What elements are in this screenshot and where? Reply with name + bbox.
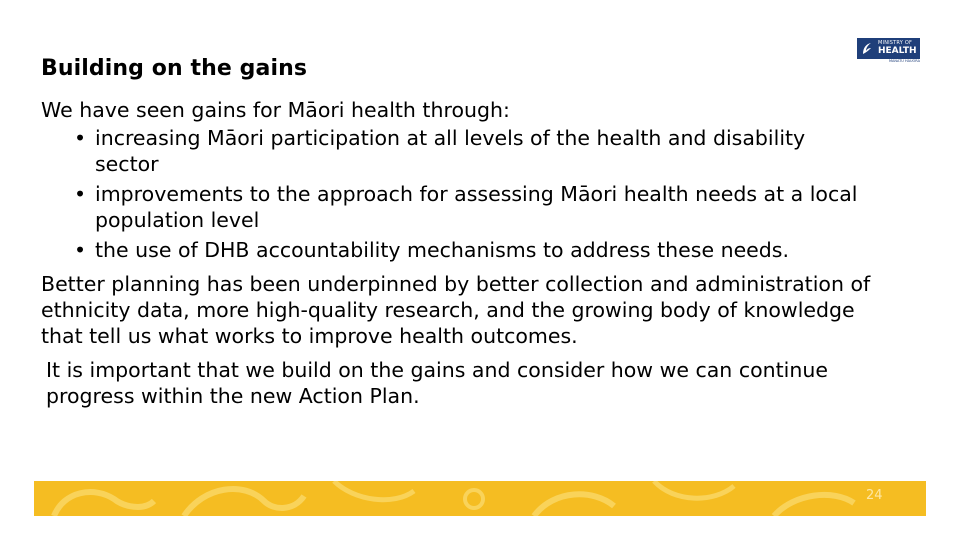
intro-text: We have seen gains for Māori health through: [41,98,510,122]
footer-band-pattern [34,481,926,516]
fern-logo-icon [860,41,874,56]
logo-line2: HEALTH [878,46,917,56]
bullet-item [41,125,871,177]
bullet-list [41,125,871,263]
logo-line1: MINISTRY OF [878,40,913,46]
bullet-item [41,181,871,233]
bullet-item [41,237,871,263]
slide-body [41,97,871,409]
slide-title: Building on the gains [41,56,308,81]
footer-band [34,481,926,516]
bullet-marker: • [74,182,87,206]
bullet-text: improvements to the approach for assessing Māori health needs at a local population level [95,182,858,232]
paragraph-2: Better planning has been underpinned by better collection and administration of ethnicity data, more high-quality research, and the growing body of knowledge that tell us what works to improve health outcomes. [41,272,871,348]
ministry-of-health-logo [857,38,920,64]
paragraph-3: It is important that we build on the gains and consider how we can continue progress within the new Action Plan. [46,358,828,408]
bullet-text: the use of DHB accountability mechanisms to address these needs. [95,238,790,262]
bullet-marker: • [74,238,87,262]
page-number: 24 [866,488,883,503]
bullet-marker: • [74,126,87,150]
logo-subline: MANATŪ HAUORA [889,59,920,63]
bullet-text: increasing Māori participation at all levels of the health and disability sector [95,126,806,176]
